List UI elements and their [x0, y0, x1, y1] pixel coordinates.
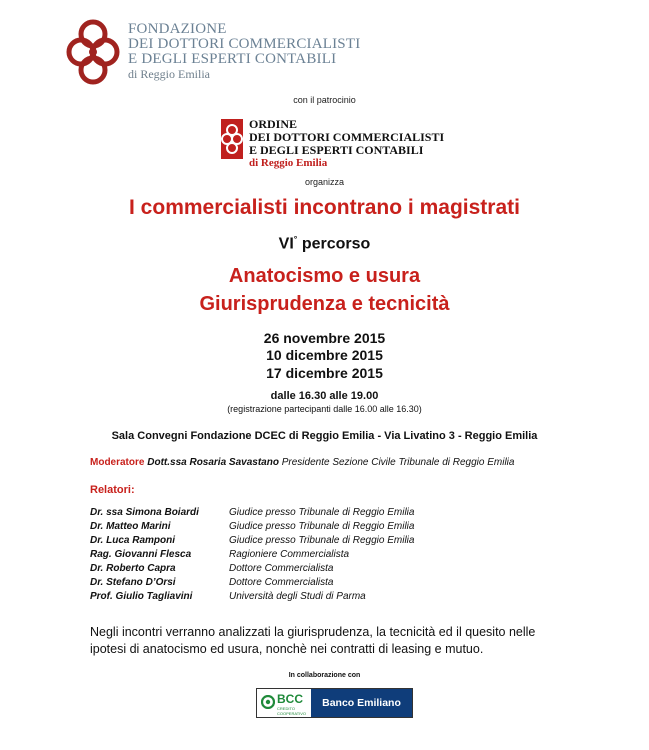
- speaker-role: Ragioniere Commercialista: [229, 549, 350, 560]
- organizes-label: organizza: [304, 177, 345, 187]
- moderator-name: Dott.ssa Rosaria Savastano: [147, 457, 279, 468]
- patronage-label: con il patrocinio: [293, 95, 356, 105]
- bcc-mark-icon: [261, 695, 275, 709]
- speaker-row: [90, 562, 414, 576]
- sponsor-name: Banco Emiliano: [311, 689, 412, 717]
- date-2: 10 dicembre 2015: [266, 347, 383, 363]
- speaker-name: Dr. Luca Ramponi: [90, 535, 176, 546]
- speaker-name: Dr. Stefano D’Orsi: [90, 577, 176, 588]
- speaker-name: Dr. Matteo Marini: [90, 521, 171, 532]
- foundation-line2: DEI DOTTORI COMMERCIALISTI: [128, 36, 361, 52]
- sponsor-brand-small: CREDITO COOPERATIVO: [277, 706, 307, 716]
- ordine-line3: E DEGLI ESPERTI CONTABILI: [249, 143, 424, 157]
- subtitle-2: Giurisprudenza e tecnicità: [199, 293, 450, 315]
- ordine-logo-icon: [221, 119, 243, 159]
- speaker-role: Giudice presso Tribunale di Reggio Emilia: [229, 521, 415, 532]
- ordine-line2: DEI DOTTORI COMMERCIALISTI: [249, 130, 445, 144]
- foundation-line3: E DEGLI ESPERTI CONTABILI: [128, 51, 337, 67]
- foundation-line1: FONDAZIONE: [128, 21, 227, 37]
- speaker-role: Dottore Commercialista: [229, 563, 334, 574]
- venue: Sala Convegni Fondazione DCEC di Reggio Emilia - Via Livatino 3 - Reggio Emilia: [111, 430, 538, 442]
- speakers-list: [90, 506, 414, 604]
- course-number: [0, 234, 649, 253]
- course-word: percorso: [301, 235, 371, 253]
- foundation-name: [128, 22, 360, 82]
- speaker-row: [90, 534, 414, 548]
- moderator-role: Moderatore: [90, 457, 145, 468]
- moderator-line: [90, 457, 514, 468]
- speaker-row: [90, 506, 414, 520]
- speaker-name: Dr. Roberto Capra: [90, 563, 176, 574]
- speaker-role: Giudice presso Tribunale di Reggio Emilia: [229, 535, 415, 546]
- ordine-line1: ORDINE: [249, 117, 298, 131]
- speaker-row: [90, 576, 414, 590]
- event-time: dalle 16.30 alle 19.00: [270, 390, 379, 402]
- course-degree: °: [293, 234, 298, 244]
- moderator-description: Presidente Sezione Civile Tribunale di Reggio Emilia: [281, 457, 515, 468]
- date-3: 17 dicembre 2015: [266, 365, 383, 381]
- speaker-name: Prof. Giulio Tagliavini: [90, 591, 193, 602]
- date-1: 26 novembre 2015: [263, 330, 386, 346]
- ordine-city: di Reggio Emilia: [249, 157, 328, 169]
- sponsor-logo: [256, 688, 413, 718]
- sponsor-brand: BCC: [277, 692, 303, 706]
- foundation-city: di Reggio Emilia: [128, 67, 210, 81]
- speaker-role: Dottore Commercialista: [229, 577, 334, 588]
- event-description: Negli incontri verranno analizzati la giurisprudenza, la tecnicità ed il quesito nelle ipotesi di anatocismo ed usura, nonchè nei contratti di leasing e mutuo.: [90, 625, 536, 656]
- ordine-name: [249, 118, 444, 170]
- subtitle-1: Anatocismo e usura: [228, 265, 421, 287]
- event-title: I commercialisti incontrano i magistrati: [129, 196, 520, 219]
- sponsor-brand-area: [257, 689, 311, 717]
- speaker-row: [90, 548, 414, 562]
- speakers-heading: Relatori:: [90, 484, 135, 496]
- speaker-role: Università degli Studi di Parma: [229, 591, 366, 602]
- speaker-row: [90, 520, 414, 534]
- speaker-role: Giudice presso Tribunale di Reggio Emilia: [229, 507, 415, 518]
- speaker-name: Dr. ssa Simona Boiardi: [90, 507, 199, 518]
- speaker-row: [90, 590, 414, 604]
- speaker-name: Rag. Giovanni Flesca: [90, 549, 192, 560]
- collaboration-label: In collaborazione con: [288, 672, 361, 679]
- course-roman: VI: [278, 235, 294, 253]
- registration-time: (registrazione partecipanti dalle 16.00 alle 16.30): [227, 404, 422, 414]
- foundation-logo-icon: [64, 14, 122, 90]
